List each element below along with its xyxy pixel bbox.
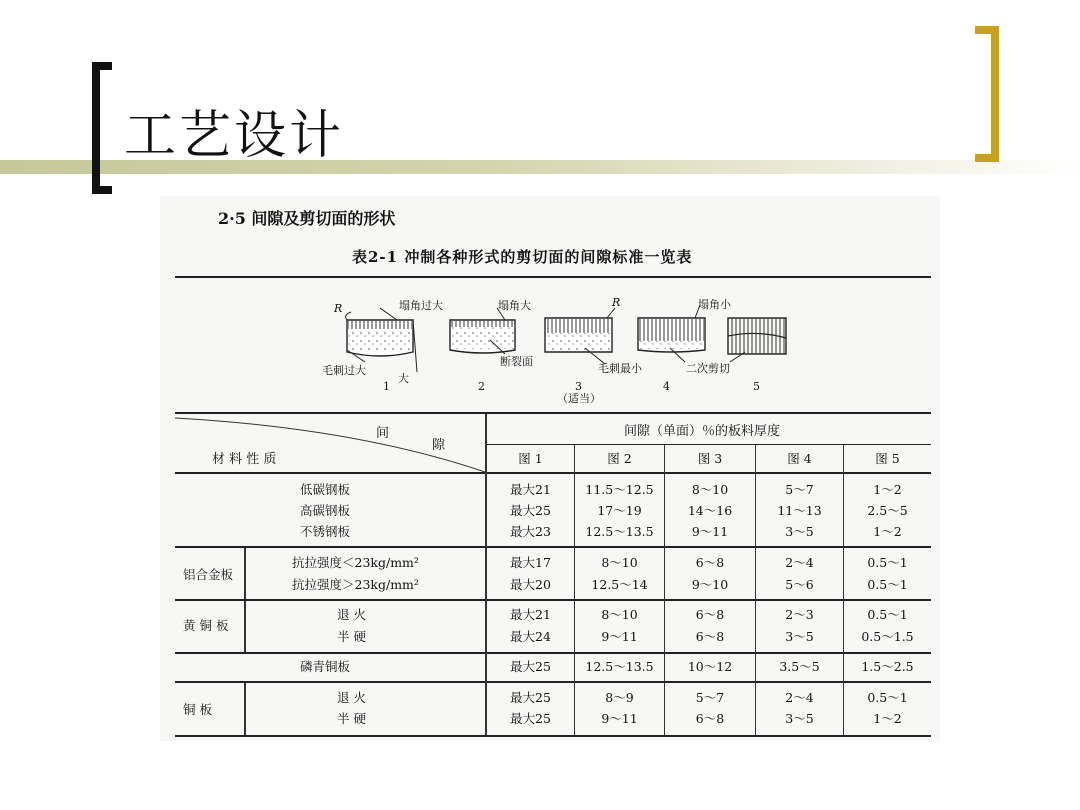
table-cell: 0.5～1 bbox=[867, 607, 908, 622]
group-label-divider bbox=[244, 683, 246, 735]
table-cell: 5～7 bbox=[695, 690, 725, 705]
slide-title: 工艺设计 bbox=[124, 106, 345, 166]
row-label: 退 火 bbox=[337, 607, 366, 622]
table-cell: 最大17 bbox=[510, 555, 551, 570]
label-fracture-face: 断裂面 bbox=[500, 355, 533, 368]
table-cell: 17～19 bbox=[597, 503, 642, 518]
table-cell: 1.5～2.5 bbox=[861, 659, 914, 674]
figure-2 bbox=[450, 320, 515, 353]
table-cell: 0.5～1.5 bbox=[861, 629, 914, 644]
section-heading: 2·5 间隙及剪切面的形状 bbox=[218, 209, 396, 228]
column-header: 图 3 bbox=[697, 451, 723, 466]
table-cell: 8～10 bbox=[691, 482, 729, 497]
label-proper: （适当） bbox=[557, 392, 601, 405]
table-cell: 6～8 bbox=[695, 629, 725, 644]
table-cell: 12.5～14 bbox=[591, 577, 648, 592]
radius-label: R bbox=[612, 296, 621, 309]
label-collapse-small: 塌角小 bbox=[698, 298, 731, 311]
header-diag-top: 间 bbox=[376, 426, 390, 441]
table-cell: 3～5 bbox=[785, 711, 814, 726]
figure-4 bbox=[638, 318, 705, 352]
table-cell: 最大21 bbox=[510, 482, 551, 497]
header-material: 材 料 性 质 bbox=[212, 452, 277, 467]
table-cell: 5～7 bbox=[785, 482, 814, 497]
table-cell: 1～2 bbox=[873, 524, 902, 539]
table-cell: 8～10 bbox=[601, 607, 638, 622]
table-cell: 3.5～5 bbox=[779, 659, 820, 674]
table-cell: 最大25 bbox=[510, 690, 551, 705]
table-bottom-rule bbox=[175, 735, 931, 737]
table-cell: 9～10 bbox=[691, 577, 729, 592]
group-rule bbox=[175, 546, 931, 548]
row-label: 退 火 bbox=[337, 690, 366, 705]
table-cell: 9～11 bbox=[691, 524, 729, 539]
table-cell: 11～13 bbox=[777, 503, 822, 518]
table-top-rule bbox=[175, 276, 931, 278]
table-cell: 最大21 bbox=[510, 607, 551, 622]
column-header: 图 4 bbox=[787, 451, 812, 466]
table-cell: 2.5～5 bbox=[867, 503, 908, 518]
label-burr-min: 毛刺最小 bbox=[598, 362, 642, 375]
table-cell: 最大25 bbox=[510, 503, 551, 518]
table-caption: 表2-1 冲制各种形式的剪切面的间隙标准一览表 bbox=[352, 248, 693, 266]
table-cell: 2～4 bbox=[785, 690, 814, 705]
shear-face-figures bbox=[175, 290, 935, 405]
table-cell: 2～4 bbox=[785, 555, 814, 570]
group-label: 铝合金板 bbox=[183, 567, 234, 582]
table-cell: 1～2 bbox=[873, 482, 902, 497]
group-label: 铜 板 bbox=[183, 702, 212, 717]
table-cell: 14～16 bbox=[687, 503, 733, 518]
group-rule bbox=[175, 599, 931, 601]
label-secondary-shear: 二次剪切 bbox=[686, 362, 730, 375]
table-cell: 9～11 bbox=[601, 629, 638, 644]
row-label: 半 硬 bbox=[337, 629, 366, 644]
header-gap-group: 间隙（单面）％的板料厚度 bbox=[624, 424, 781, 439]
table-cell: 8～9 bbox=[605, 690, 634, 705]
column-header: 图 2 bbox=[607, 451, 632, 466]
header-mid-rule bbox=[486, 444, 931, 445]
figure-5 bbox=[728, 318, 786, 354]
table-cell: 6～8 bbox=[695, 711, 725, 726]
figure-number: 1 bbox=[383, 380, 390, 393]
left-bracket-decoration bbox=[92, 62, 112, 194]
row-label: 半 硬 bbox=[337, 711, 366, 726]
table-cell: 0.5～1 bbox=[867, 690, 908, 705]
group-label-divider bbox=[244, 548, 246, 599]
table-cell: 9～11 bbox=[601, 711, 638, 726]
table-cell: 最大25 bbox=[510, 659, 551, 674]
table-cell: 8～10 bbox=[601, 555, 638, 570]
group-label: 黄 铜 板 bbox=[183, 618, 229, 633]
group-label-divider bbox=[244, 601, 246, 652]
figure-number: 3 bbox=[575, 380, 582, 393]
label-collapse-large: 塌角过大 bbox=[399, 299, 443, 312]
table-cell: 12.5～13.5 bbox=[585, 524, 654, 539]
table-cell: 12.5～13.5 bbox=[585, 659, 654, 674]
column-header: 图 5 bbox=[875, 451, 900, 466]
label-burr-large: 毛刺过大 bbox=[322, 364, 366, 377]
row-label: 不锈钢板 bbox=[300, 524, 351, 539]
table-cell: 10～12 bbox=[687, 659, 733, 674]
group-rule bbox=[175, 652, 931, 654]
table-cell: 3～5 bbox=[785, 524, 814, 539]
row-label: 高碳钢板 bbox=[300, 503, 351, 518]
table-cell: 6～8 bbox=[695, 607, 725, 622]
row-label: 磷青铜板 bbox=[300, 659, 351, 674]
table-cell: 3～5 bbox=[785, 629, 814, 644]
group-rule bbox=[175, 681, 931, 683]
header-diag-mid: 隙 bbox=[432, 438, 446, 453]
figure-number: 5 bbox=[753, 380, 760, 393]
table-cell: 最大20 bbox=[510, 577, 551, 592]
radius-label: R bbox=[334, 302, 343, 315]
row-label: 抗拉强度＜23kg/mm² bbox=[292, 555, 419, 570]
table-cell: 5～6 bbox=[785, 577, 814, 592]
table-cell: 0.5～1 bbox=[867, 577, 908, 592]
right-bracket-decoration bbox=[975, 26, 999, 162]
figure-3 bbox=[545, 318, 612, 352]
figure-number: 2 bbox=[478, 380, 485, 393]
table-cell: 11.5～12.5 bbox=[585, 482, 654, 497]
table-cell: 6～8 bbox=[695, 555, 725, 570]
row-label: 低碳钢板 bbox=[300, 482, 351, 497]
table-cell: 最大23 bbox=[510, 524, 551, 539]
row-label: 抗拉强度＞23kg/mm² bbox=[292, 577, 419, 592]
label-collapse-big: 塌角大 bbox=[498, 299, 531, 312]
figure-number: 4 bbox=[663, 380, 670, 393]
table-cell: 最大25 bbox=[510, 711, 551, 726]
table-cell: 2～3 bbox=[785, 607, 814, 622]
column-header: 图 1 bbox=[518, 451, 543, 466]
table-cell: 0.5～1 bbox=[867, 555, 908, 570]
table-cell: 1～2 bbox=[873, 711, 902, 726]
table-cell: 最大24 bbox=[510, 629, 551, 644]
label-big: 大 bbox=[398, 372, 409, 385]
